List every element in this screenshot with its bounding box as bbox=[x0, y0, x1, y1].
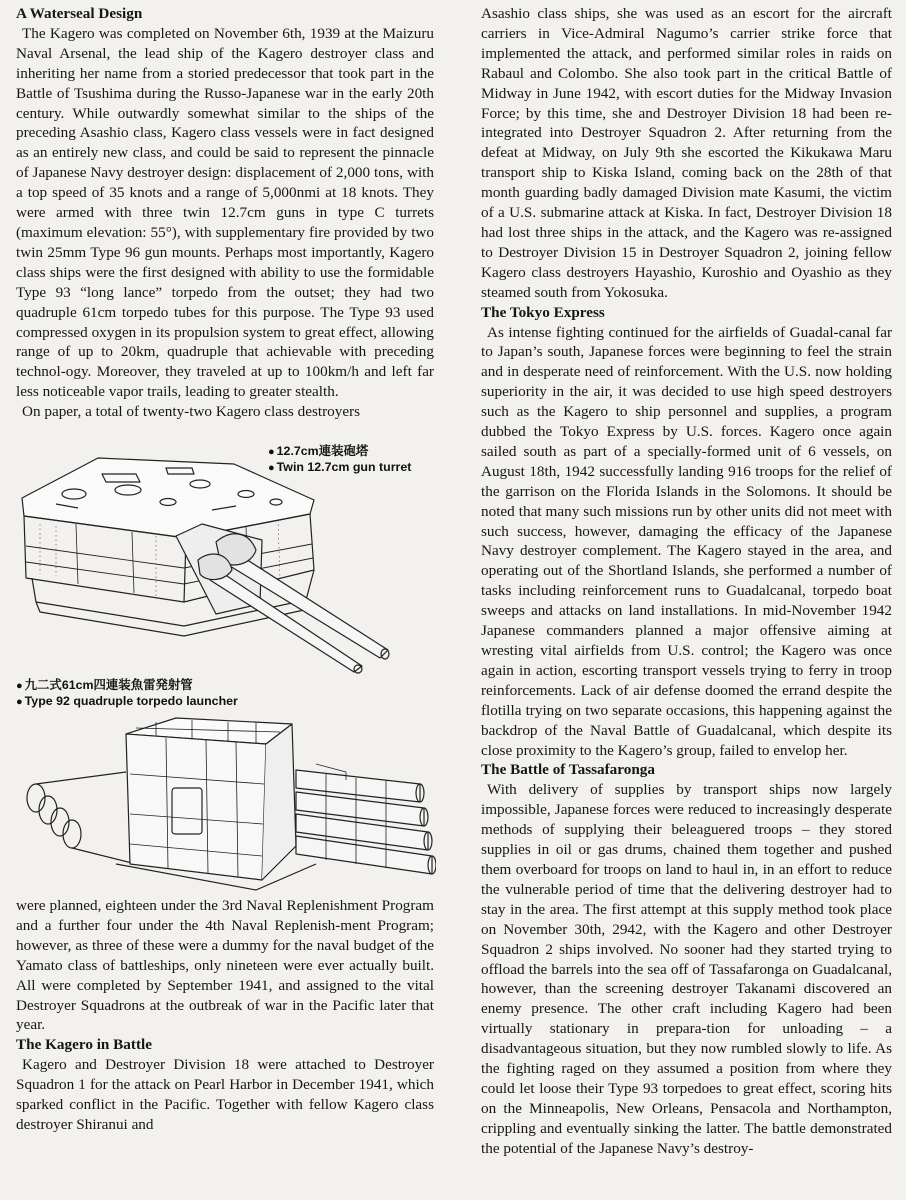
bullet-icon: ● bbox=[268, 446, 275, 459]
turret-caption-jp: 12.7cm連装砲塔 bbox=[276, 444, 369, 459]
paragraph-replenishment-program: were planned, eighteen under the 3rd Naval Replenishment Program and a further four under the 4th Naval Replenish-ment Program; however, as three of these were a dummy for the naval budget of the Yamato class of battleships, only nineteen were ever actually built. All were completed by September 1941, and assigned to the vital Destroyer Squadrons at the outbreak of war in the Pacific later that year. bbox=[16, 897, 434, 1034]
twin-gun-turret-drawing bbox=[16, 454, 436, 674]
figure-torpedo-launcher bbox=[16, 678, 434, 896]
bullet-icon: ● bbox=[16, 680, 23, 693]
paragraph-tokyo-express: As intense fighting continued for the airfields of Guadal-canal far to Japan’s south, Japanese forces were beginning to feel the strain and in desperate need of reinforcement. With the U.S. now holding superiority in the air, it was decided to use high speed destroyers such as the Kagero to ship personnel and supplies, a program dubbed the Tokyo Express by U.S. forces. Kagero once again sailed south as part of a specially-formed unit of 6 vessels, on August 18th, 1942 successfully landing 916 troops for the relief of the garrison on the Florida Islands in the Solomons. It should be noted that many such missions run by other units did not meet with such success, however, damaging the efficacy of the Japanese Navy destroyer complement. The Kagero stayed in the area, and operating out of the Shortland Islands, she performed a number of tasks including reinforcement runs to Guadalcanal, torpedo boat sweeps and attacks on land installations. In mid-November 1942 Japanese commanders planned a major offensive aiming at wresting vital airfields from U.S. control; the Kagero was once again in action, escorting transport vessels trying to ferry in troop reinforcements. Lack of air defense doomed the errand despite the flotilla trying on two separate occasions, this happening against the backdrop of the Naval Battle of Guadalcanal, which despite its close proximity to the Kagero’s group, failed to envelop her. bbox=[481, 323, 892, 759]
quadruple-torpedo-launcher-drawing bbox=[16, 714, 436, 892]
paragraph-kagero-planned: On paper, a total of twenty-two Kagero class destroyers bbox=[22, 403, 361, 421]
paragraph-pearl-harbor: Kagero and Destroyer Division 18 were attached to Destroyer Squadron 1 for the attack on Pearl Harbor in December 1941, which sparked conflict in the Pacific. Together with fellow Kagero class destroyer Shiranui and bbox=[16, 1056, 434, 1133]
paragraph-battle-continued: Asashio class ships, she was used as an escort for the aircraft carriers in Vice-Admiral Nagumo’s carrier strike force that implemented the attack, and performed similar roles in raids on Rabaul and Colombo. She also took part in the critical Battle of Midway in June 1942, with escort duties for the Midway Invasion Force; by this time, she and Destroyer Division 18 had been re-integrated into Destroyer Squadron 2. After returning from the defeat at Midway, on July 9th she escorted the Kikukawa Maru transport ship to Kiska Island, coming back on the 28th of that month guarding badly damaged Division mate Kasumi, the victim of a U.S. submarine attack at Kiska. In fact, Destroyer Division 18 had lost three ships in the attack, and the Kagero was re-assigned to Destroyer Division 15 in Destroyer Squadron 2, joining fellow Kagero class destroyers Hayashio, Kuroshio and Oyashio as they steamed south from Yokosuka. bbox=[481, 5, 892, 301]
section-heading-tassafaronga: The Battle of Tassafaronga bbox=[481, 761, 655, 779]
paragraph-kagero-design: The Kagero was completed on November 6th, 1939 at the Maizuru Naval Arsenal, the lead ship of the Kagero destroyer class and inheriting her name from a storied predecessor that took part in the Battle of Tsushima during the Russo-Japanese war in the early 20th century. While outwardly somewhat similar to the ships of the preceding Asashio class, Kagero class vessels were in fact designed as an entirely new class, and could be said to represent the pinnacle of Japanese Navy destroyer design: displacement of 2,000 tons, with a top speed of 35 knots and a range of 5,000nmi at 18 knots. They were armed with three twin 12.7cm guns in type C turrets (maximum elevation: 55°), with supplementary fire provided by two twin 25mm Type 96 gun mounts. Perhaps most importantly, Kagero class ships were the first designed with ability to use the formidable Type 93 “long lance” torpedo from the outset; they had two quadruple 61cm torpedo tubes for this purpose. The Type 93 used compressed oxygen in its propulsion system to great effect, allowing range of up to 20km, quadruple that achievable with preceding technol-ogy. Moreover, they traveled at up to 100km/h and left far less noticeable vapor trails, leading to greater stealth. bbox=[16, 24, 434, 401]
section-heading-kagero-in-battle: The Kagero in Battle bbox=[16, 1036, 152, 1054]
turret-caption-en: Twin 12.7cm gun turret bbox=[276, 460, 412, 475]
right-column bbox=[481, 4, 892, 1159]
bullet-icon: ● bbox=[16, 696, 23, 709]
figure-gun-turret bbox=[16, 444, 434, 674]
left-column bbox=[16, 4, 434, 1135]
torpedo-caption bbox=[16, 678, 238, 710]
bullet-icon: ● bbox=[268, 462, 275, 475]
torpedo-caption-en: Type 92 quadruple torpedo launcher bbox=[24, 694, 238, 709]
section-heading-waterseal-design: A Waterseal Design bbox=[16, 5, 143, 22]
paragraph-tassafaronga: With delivery of supplies by transport ships now largely impossible, Japanese forces were reduced to increasingly desperate methods of supplying their beleaguered troops – they stored supplies in oil or gas drums, chained them together and pushed them overboard for troops on land to haul in, in an effort to reduce the vulnerable period of time that the delivering destroyer had to stay in the area. The first attempt at this supply method took place on November 30th, 2942, with the Kagero and other Destroyer Squadron 2 ships involved. No sooner had they started trying to offload the barrels into the sea off of Tassafaronga on Guadalcanal, however, than the screening destroyer Takanami discovered an enemy presence. The other craft including Kagero had been virtually stationary in prepara-tion for unloading – a disadvantageous situation, but they now rumbled slowly to life. As the fighting raged on they assumed a position from where they could let loose their Type 93 torpedoes to great effect, scoring hits on the Minneapolis, New Orleans, Pensacola and Northampton, crippling and eventually sinking the latter. The battle demonstrated the potential of the Japanese Navy’s destroy- bbox=[481, 781, 892, 1157]
torpedo-caption-jp: 九二式61cm四連装魚雷発射管 bbox=[24, 678, 193, 693]
section-heading-tokyo-express: The Tokyo Express bbox=[481, 303, 605, 321]
